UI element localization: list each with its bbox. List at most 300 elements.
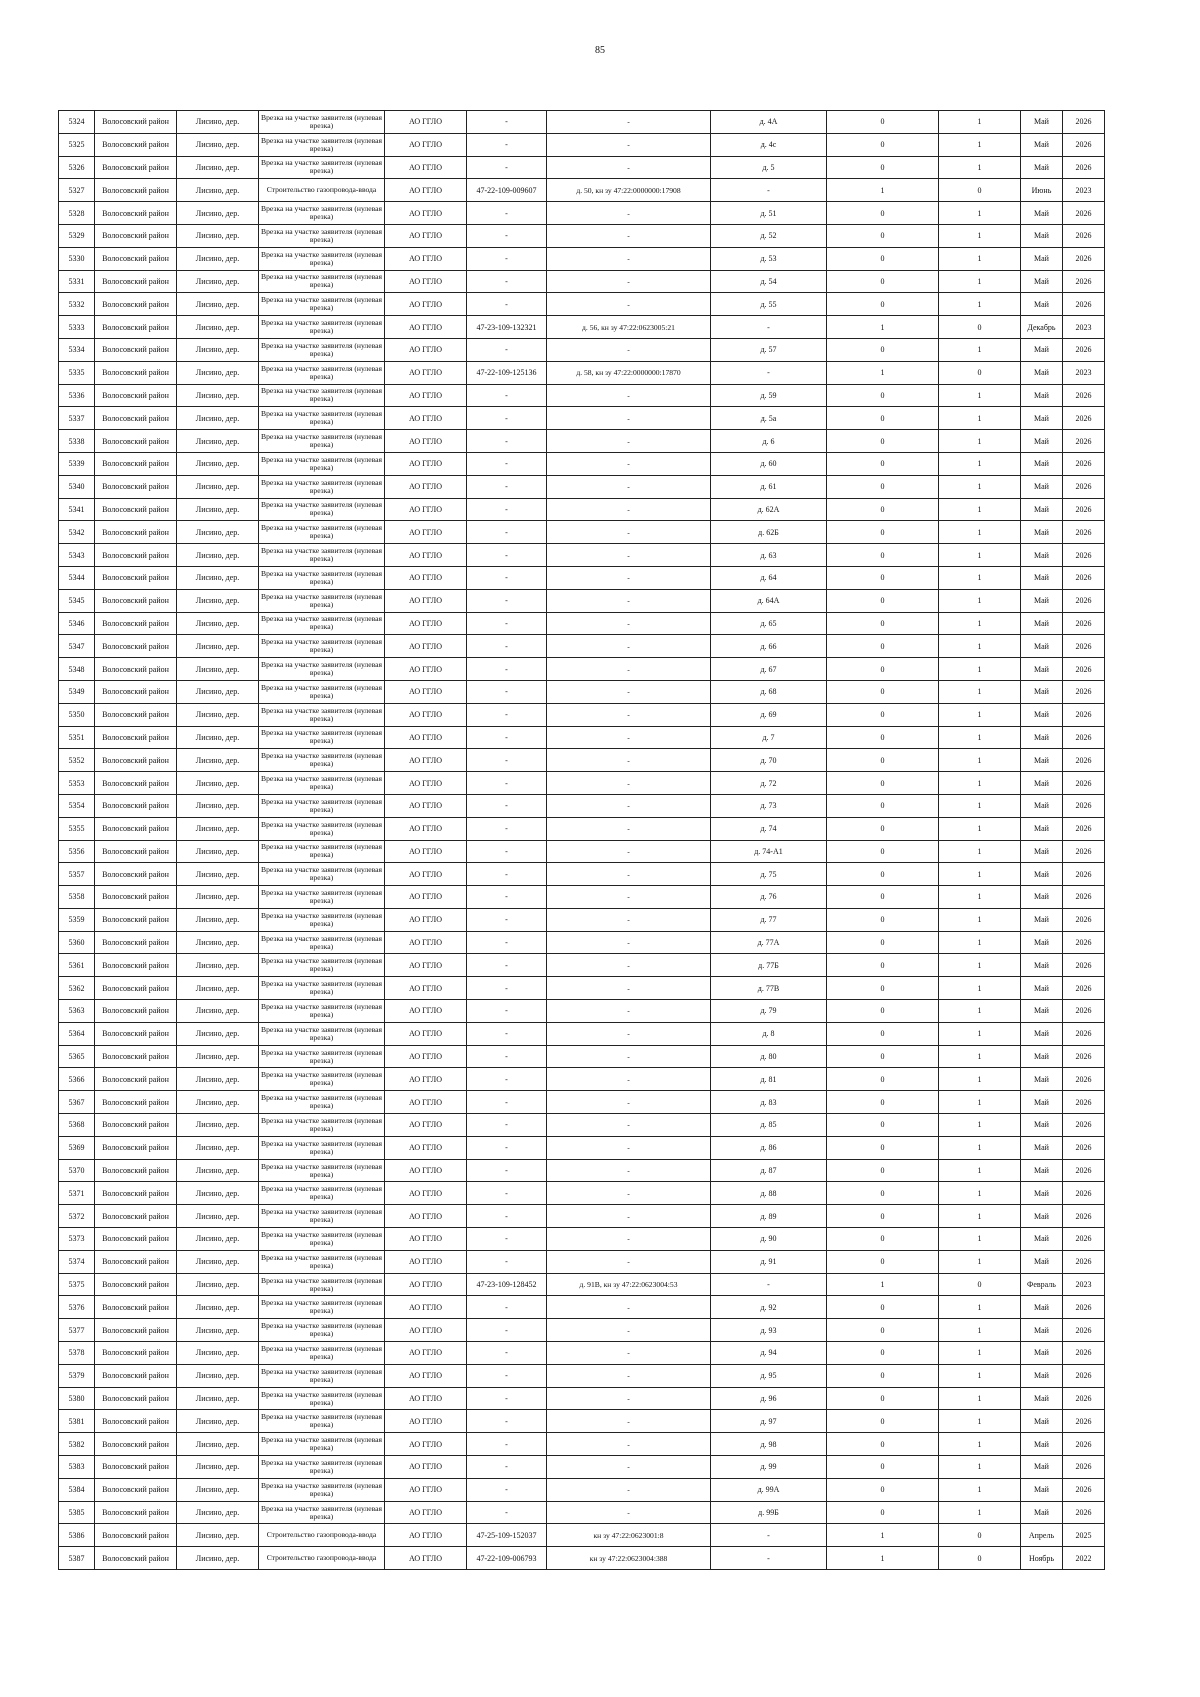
cell-house-number: д. 77В — [711, 977, 827, 1000]
cell-count-b: 1 — [939, 612, 1021, 635]
cell-settlement: Лисино, дер. — [177, 1068, 259, 1091]
cell-cadastral-address: - — [547, 156, 711, 179]
cell-district: Волосовский район — [95, 498, 177, 521]
cell-month: Май — [1021, 840, 1063, 863]
cell-organization: АО ГГЛО — [385, 794, 467, 817]
cell-count-a: 0 — [827, 384, 939, 407]
cell-application-number: 47-23-109-128452 — [467, 1273, 547, 1296]
cell-month: Май — [1021, 1250, 1063, 1273]
cell-settlement: Лисино, дер. — [177, 1114, 259, 1137]
table-row — [59, 612, 1105, 635]
cell-house-number: д. 77 — [711, 908, 827, 931]
cell-house-number: д. 53 — [711, 247, 827, 270]
cell-organization: АО ГГЛО — [385, 1045, 467, 1068]
cell-application-number: 47-25-109-152037 — [467, 1524, 547, 1547]
cell-settlement: Лисино, дер. — [177, 1136, 259, 1159]
cell-organization: АО ГГЛО — [385, 1524, 467, 1547]
cell-count-b: 1 — [939, 384, 1021, 407]
cell-year: 2026 — [1063, 1410, 1105, 1433]
cell-count-b: 1 — [939, 1478, 1021, 1501]
cell-work-type: Врезка на участке заявителя (нулевая врезка) — [259, 133, 385, 156]
cell-organization: АО ГГЛО — [385, 1136, 467, 1159]
cell-row-number: 5345 — [59, 589, 95, 612]
cell-count-a: 0 — [827, 658, 939, 681]
table-row — [59, 1159, 1105, 1182]
cell-district: Волосовский район — [95, 1205, 177, 1228]
cell-count-b: 1 — [939, 475, 1021, 498]
table-row — [59, 635, 1105, 658]
cell-row-number: 5349 — [59, 680, 95, 703]
cell-district: Волосовский район — [95, 1501, 177, 1524]
table-row — [59, 566, 1105, 589]
cell-count-b: 1 — [939, 1091, 1021, 1114]
cell-count-b: 1 — [939, 293, 1021, 316]
cell-cadastral-address: - — [547, 384, 711, 407]
cell-month: Май — [1021, 566, 1063, 589]
cell-settlement: Лисино, дер. — [177, 840, 259, 863]
cell-organization: АО ГГЛО — [385, 1342, 467, 1365]
cell-cadastral-address: - — [547, 521, 711, 544]
cell-organization: АО ГГЛО — [385, 1387, 467, 1410]
cell-work-type: Врезка на участке заявителя (нулевая врезка) — [259, 1000, 385, 1023]
cell-house-number: д. 59 — [711, 384, 827, 407]
cell-year: 2026 — [1063, 521, 1105, 544]
cell-house-number: д. 6 — [711, 430, 827, 453]
cell-work-type: Врезка на участке заявителя (нулевая врезка) — [259, 1228, 385, 1251]
cell-year: 2026 — [1063, 544, 1105, 567]
cell-row-number: 5352 — [59, 749, 95, 772]
cell-district: Волосовский район — [95, 270, 177, 293]
cell-cadastral-address: - — [547, 1228, 711, 1251]
cell-month: Декабрь — [1021, 316, 1063, 339]
cell-year: 2026 — [1063, 680, 1105, 703]
cell-cadastral-address: - — [547, 794, 711, 817]
cell-month: Май — [1021, 1296, 1063, 1319]
cell-year: 2023 — [1063, 361, 1105, 384]
cell-application-number: - — [467, 635, 547, 658]
cell-cadastral-address: - — [547, 931, 711, 954]
cell-cadastral-address: - — [547, 1364, 711, 1387]
cell-district: Волосовский район — [95, 1319, 177, 1342]
cell-count-b: 1 — [939, 1410, 1021, 1433]
cell-house-number: - — [711, 1524, 827, 1547]
cell-district: Волосовский район — [95, 1478, 177, 1501]
cell-application-number: - — [467, 224, 547, 247]
cell-district: Волосовский район — [95, 1159, 177, 1182]
cell-month: Ноябрь — [1021, 1547, 1063, 1570]
cell-application-number: - — [467, 772, 547, 795]
cell-cadastral-address: д. 56, кн зу 47:22:0623005:21 — [547, 316, 711, 339]
cell-district: Волосовский район — [95, 749, 177, 772]
cell-application-number: - — [467, 977, 547, 1000]
cell-count-b: 1 — [939, 1250, 1021, 1273]
cell-district: Волосовский район — [95, 977, 177, 1000]
cell-count-b: 1 — [939, 247, 1021, 270]
cell-work-type: Врезка на участке заявителя (нулевая врезка) — [259, 886, 385, 909]
cell-settlement: Лисино, дер. — [177, 680, 259, 703]
cell-house-number: д. 52 — [711, 224, 827, 247]
cell-house-number: д. 68 — [711, 680, 827, 703]
cell-settlement: Лисино, дер. — [177, 1205, 259, 1228]
cell-organization: АО ГГЛО — [385, 475, 467, 498]
cell-settlement: Лисино, дер. — [177, 1342, 259, 1365]
cell-organization: АО ГГЛО — [385, 954, 467, 977]
cell-cadastral-address: - — [547, 1159, 711, 1182]
cell-row-number: 5365 — [59, 1045, 95, 1068]
cell-month: Май — [1021, 1387, 1063, 1410]
cell-month: Май — [1021, 1068, 1063, 1091]
cell-month: Май — [1021, 407, 1063, 430]
cell-year: 2026 — [1063, 224, 1105, 247]
cell-row-number: 5353 — [59, 772, 95, 795]
cell-district: Волосовский район — [95, 1068, 177, 1091]
cell-year: 2026 — [1063, 612, 1105, 635]
cell-application-number: - — [467, 1000, 547, 1023]
cell-month: Май — [1021, 544, 1063, 567]
cell-district: Волосовский район — [95, 1136, 177, 1159]
cell-organization: АО ГГЛО — [385, 384, 467, 407]
cell-application-number: - — [467, 270, 547, 293]
cell-house-number: д. 69 — [711, 703, 827, 726]
cell-district: Волосовский район — [95, 658, 177, 681]
table-row — [59, 817, 1105, 840]
cell-month: Май — [1021, 1501, 1063, 1524]
cell-year: 2026 — [1063, 749, 1105, 772]
cell-year: 2026 — [1063, 977, 1105, 1000]
cell-work-type: Врезка на участке заявителя (нулевая врезка) — [259, 726, 385, 749]
cell-work-type: Врезка на участке заявителя (нулевая врезка) — [259, 1456, 385, 1479]
cell-settlement: Лисино, дер. — [177, 817, 259, 840]
cell-house-number: д. 5а — [711, 407, 827, 430]
cell-year: 2026 — [1063, 726, 1105, 749]
cell-work-type: Врезка на участке заявителя (нулевая врезка) — [259, 247, 385, 270]
cell-cadastral-address: - — [547, 1410, 711, 1433]
cell-organization: АО ГГЛО — [385, 293, 467, 316]
cell-count-a: 0 — [827, 1319, 939, 1342]
cell-year: 2026 — [1063, 1068, 1105, 1091]
table-row — [59, 703, 1105, 726]
cell-work-type: Врезка на участке заявителя (нулевая врезка) — [259, 1501, 385, 1524]
cell-month: Май — [1021, 1000, 1063, 1023]
cell-work-type: Врезка на участке заявителя (нулевая врезка) — [259, 430, 385, 453]
cell-organization: АО ГГЛО — [385, 361, 467, 384]
table-row — [59, 452, 1105, 475]
cell-month: Май — [1021, 1022, 1063, 1045]
cell-month: Май — [1021, 293, 1063, 316]
cell-work-type: Врезка на участке заявителя (нулевая врезка) — [259, 111, 385, 134]
cell-house-number: д. 95 — [711, 1364, 827, 1387]
cell-month: Май — [1021, 384, 1063, 407]
cell-house-number: д. 74 — [711, 817, 827, 840]
cell-count-a: 0 — [827, 338, 939, 361]
cell-application-number: - — [467, 1136, 547, 1159]
cell-year: 2026 — [1063, 1250, 1105, 1273]
cell-work-type: Врезка на участке заявителя (нулевая врезка) — [259, 1114, 385, 1137]
cell-count-b: 1 — [939, 658, 1021, 681]
cell-district: Волосовский район — [95, 1342, 177, 1365]
cell-work-type: Врезка на участке заявителя (нулевая врезка) — [259, 316, 385, 339]
cell-house-number: д. 96 — [711, 1387, 827, 1410]
cell-row-number: 5341 — [59, 498, 95, 521]
cell-row-number: 5363 — [59, 1000, 95, 1023]
cell-application-number: - — [467, 589, 547, 612]
cell-organization: АО ГГЛО — [385, 202, 467, 225]
cell-cadastral-address: - — [547, 1022, 711, 1045]
page-number: 85 — [595, 45, 605, 56]
cell-cadastral-address: д. 91В, кн зу 47:22:0623004:53 — [547, 1273, 711, 1296]
cell-count-a: 0 — [827, 817, 939, 840]
cell-row-number: 5339 — [59, 452, 95, 475]
cell-district: Волосовский район — [95, 1456, 177, 1479]
cell-month: Май — [1021, 1228, 1063, 1251]
cell-count-a: 0 — [827, 1068, 939, 1091]
cell-year: 2026 — [1063, 384, 1105, 407]
cell-count-b: 1 — [939, 1022, 1021, 1045]
registry-table — [58, 110, 1105, 1570]
cell-year: 2026 — [1063, 886, 1105, 909]
cell-month: Июнь — [1021, 179, 1063, 202]
cell-house-number: д. 57 — [711, 338, 827, 361]
table-row — [59, 863, 1105, 886]
cell-row-number: 5375 — [59, 1273, 95, 1296]
cell-month: Май — [1021, 247, 1063, 270]
cell-district: Волосовский район — [95, 817, 177, 840]
cell-cadastral-address: - — [547, 886, 711, 909]
cell-work-type: Врезка на участке заявителя (нулевая врезка) — [259, 1068, 385, 1091]
cell-count-b: 0 — [939, 1524, 1021, 1547]
cell-organization: АО ГГЛО — [385, 1228, 467, 1251]
cell-house-number: д. 7 — [711, 726, 827, 749]
cell-district: Волосовский район — [95, 1547, 177, 1570]
cell-work-type: Врезка на участке заявителя (нулевая врезка) — [259, 1159, 385, 1182]
cell-organization: АО ГГЛО — [385, 1205, 467, 1228]
cell-row-number: 5346 — [59, 612, 95, 635]
cell-row-number: 5357 — [59, 863, 95, 886]
cell-count-a: 0 — [827, 1022, 939, 1045]
cell-count-a: 0 — [827, 908, 939, 931]
cell-cadastral-address: - — [547, 1045, 711, 1068]
cell-settlement: Лисино, дер. — [177, 977, 259, 1000]
cell-house-number: - — [711, 1547, 827, 1570]
cell-settlement: Лисино, дер. — [177, 726, 259, 749]
table-row — [59, 1387, 1105, 1410]
cell-application-number: - — [467, 544, 547, 567]
cell-row-number: 5371 — [59, 1182, 95, 1205]
cell-cadastral-address: - — [547, 749, 711, 772]
cell-row-number: 5333 — [59, 316, 95, 339]
cell-count-a: 0 — [827, 1228, 939, 1251]
cell-application-number: - — [467, 1091, 547, 1114]
cell-application-number: - — [467, 863, 547, 886]
cell-month: Май — [1021, 1045, 1063, 1068]
cell-organization: АО ГГЛО — [385, 498, 467, 521]
cell-work-type: Врезка на участке заявителя (нулевая врезка) — [259, 1182, 385, 1205]
table-row — [59, 338, 1105, 361]
cell-work-type: Строительство газопровода-ввода — [259, 179, 385, 202]
cell-settlement: Лисино, дер. — [177, 156, 259, 179]
cell-work-type: Врезка на участке заявителя (нулевая врезка) — [259, 612, 385, 635]
cell-district: Волосовский район — [95, 156, 177, 179]
cell-application-number: - — [467, 1205, 547, 1228]
cell-year: 2022 — [1063, 1547, 1105, 1570]
cell-year: 2026 — [1063, 703, 1105, 726]
table-row — [59, 384, 1105, 407]
cell-count-b: 1 — [939, 772, 1021, 795]
cell-organization: АО ГГЛО — [385, 156, 467, 179]
cell-year: 2026 — [1063, 1022, 1105, 1045]
cell-district: Волосовский район — [95, 1182, 177, 1205]
cell-cadastral-address: - — [547, 270, 711, 293]
cell-organization: АО ГГЛО — [385, 680, 467, 703]
cell-year: 2026 — [1063, 111, 1105, 134]
cell-work-type: Врезка на участке заявителя (нулевая врезка) — [259, 703, 385, 726]
cell-district: Волосовский район — [95, 224, 177, 247]
cell-count-b: 0 — [939, 1273, 1021, 1296]
cell-month: Апрель — [1021, 1524, 1063, 1547]
cell-row-number: 5382 — [59, 1433, 95, 1456]
cell-count-b: 1 — [939, 430, 1021, 453]
cell-house-number: д. 93 — [711, 1319, 827, 1342]
cell-count-a: 0 — [827, 977, 939, 1000]
cell-settlement: Лисино, дер. — [177, 794, 259, 817]
cell-row-number: 5334 — [59, 338, 95, 361]
cell-cadastral-address: - — [547, 840, 711, 863]
cell-work-type: Врезка на участке заявителя (нулевая врезка) — [259, 1296, 385, 1319]
cell-row-number: 5376 — [59, 1296, 95, 1319]
cell-count-a: 0 — [827, 1045, 939, 1068]
cell-application-number: - — [467, 1456, 547, 1479]
cell-house-number: д. 77А — [711, 931, 827, 954]
cell-row-number: 5377 — [59, 1319, 95, 1342]
cell-cadastral-address: - — [547, 1114, 711, 1137]
table-row — [59, 589, 1105, 612]
table-row — [59, 1022, 1105, 1045]
cell-work-type: Врезка на участке заявителя (нулевая врезка) — [259, 772, 385, 795]
cell-row-number: 5386 — [59, 1524, 95, 1547]
cell-settlement: Лисино, дер. — [177, 498, 259, 521]
cell-year: 2026 — [1063, 1159, 1105, 1182]
cell-house-number: д. 4А — [711, 111, 827, 134]
cell-application-number: - — [467, 1022, 547, 1045]
cell-organization: АО ГГЛО — [385, 1091, 467, 1114]
cell-count-a: 0 — [827, 293, 939, 316]
cell-row-number: 5360 — [59, 931, 95, 954]
cell-work-type: Врезка на участке заявителя (нулевая врезка) — [259, 1319, 385, 1342]
cell-application-number: - — [467, 1296, 547, 1319]
cell-count-a: 0 — [827, 840, 939, 863]
cell-organization: АО ГГЛО — [385, 1410, 467, 1433]
cell-row-number: 5384 — [59, 1478, 95, 1501]
cell-count-b: 1 — [939, 270, 1021, 293]
cell-row-number: 5359 — [59, 908, 95, 931]
cell-organization: АО ГГЛО — [385, 1114, 467, 1137]
table-row — [59, 794, 1105, 817]
cell-row-number: 5368 — [59, 1114, 95, 1137]
cell-organization: АО ГГЛО — [385, 1478, 467, 1501]
cell-application-number: - — [467, 1159, 547, 1182]
cell-application-number: 47-22-109-006793 — [467, 1547, 547, 1570]
cell-organization: АО ГГЛО — [385, 407, 467, 430]
cell-count-b: 1 — [939, 1159, 1021, 1182]
cell-count-b: 1 — [939, 544, 1021, 567]
cell-count-b: 1 — [939, 1136, 1021, 1159]
cell-year: 2026 — [1063, 908, 1105, 931]
table-row — [59, 1228, 1105, 1251]
cell-month: Май — [1021, 749, 1063, 772]
cell-organization: АО ГГЛО — [385, 111, 467, 134]
cell-year: 2026 — [1063, 863, 1105, 886]
cell-row-number: 5344 — [59, 566, 95, 589]
cell-district: Волосовский район — [95, 1000, 177, 1023]
cell-month: Май — [1021, 680, 1063, 703]
cell-cadastral-address: - — [547, 1387, 711, 1410]
cell-cadastral-address: - — [547, 452, 711, 475]
cell-count-b: 1 — [939, 680, 1021, 703]
cell-application-number: - — [467, 1342, 547, 1365]
cell-year: 2026 — [1063, 1045, 1105, 1068]
table-row — [59, 316, 1105, 339]
cell-count-b: 1 — [939, 931, 1021, 954]
cell-year: 2026 — [1063, 1433, 1105, 1456]
cell-district: Волосовский район — [95, 840, 177, 863]
cell-organization: АО ГГЛО — [385, 1501, 467, 1524]
cell-organization: АО ГГЛО — [385, 908, 467, 931]
cell-application-number: - — [467, 1387, 547, 1410]
cell-count-a: 0 — [827, 521, 939, 544]
cell-month: Май — [1021, 202, 1063, 225]
cell-month: Февраль — [1021, 1273, 1063, 1296]
cell-month: Май — [1021, 1319, 1063, 1342]
cell-organization: АО ГГЛО — [385, 1159, 467, 1182]
cell-count-b: 1 — [939, 1205, 1021, 1228]
cell-month: Май — [1021, 612, 1063, 635]
cell-application-number: - — [467, 384, 547, 407]
cell-month: Май — [1021, 1364, 1063, 1387]
cell-year: 2026 — [1063, 133, 1105, 156]
cell-work-type: Врезка на участке заявителя (нулевая врезка) — [259, 498, 385, 521]
cell-year: 2026 — [1063, 1319, 1105, 1342]
cell-month: Май — [1021, 635, 1063, 658]
cell-settlement: Лисино, дер. — [177, 1524, 259, 1547]
cell-work-type: Врезка на участке заявителя (нулевая врезка) — [259, 293, 385, 316]
cell-month: Май — [1021, 1136, 1063, 1159]
cell-house-number: д. 81 — [711, 1068, 827, 1091]
cell-application-number: - — [467, 680, 547, 703]
cell-application-number: - — [467, 407, 547, 430]
cell-count-a: 1 — [827, 316, 939, 339]
cell-organization: АО ГГЛО — [385, 749, 467, 772]
cell-row-number: 5326 — [59, 156, 95, 179]
cell-count-b: 0 — [939, 316, 1021, 339]
cell-count-a: 0 — [827, 589, 939, 612]
cell-year: 2026 — [1063, 1000, 1105, 1023]
cell-application-number: - — [467, 247, 547, 270]
cell-row-number: 5335 — [59, 361, 95, 384]
table-row — [59, 1136, 1105, 1159]
cell-count-a: 0 — [827, 726, 939, 749]
cell-count-a: 0 — [827, 1114, 939, 1137]
cell-cadastral-address: - — [547, 589, 711, 612]
cell-house-number: д. 74-А1 — [711, 840, 827, 863]
cell-cadastral-address: кн зу 47:22:0623004:388 — [547, 1547, 711, 1570]
table-row — [59, 886, 1105, 909]
cell-row-number: 5325 — [59, 133, 95, 156]
cell-house-number: д. 62Б — [711, 521, 827, 544]
cell-year: 2026 — [1063, 1136, 1105, 1159]
cell-work-type: Врезка на участке заявителя (нулевая врезка) — [259, 840, 385, 863]
cell-house-number: д. 87 — [711, 1159, 827, 1182]
cell-row-number: 5370 — [59, 1159, 95, 1182]
